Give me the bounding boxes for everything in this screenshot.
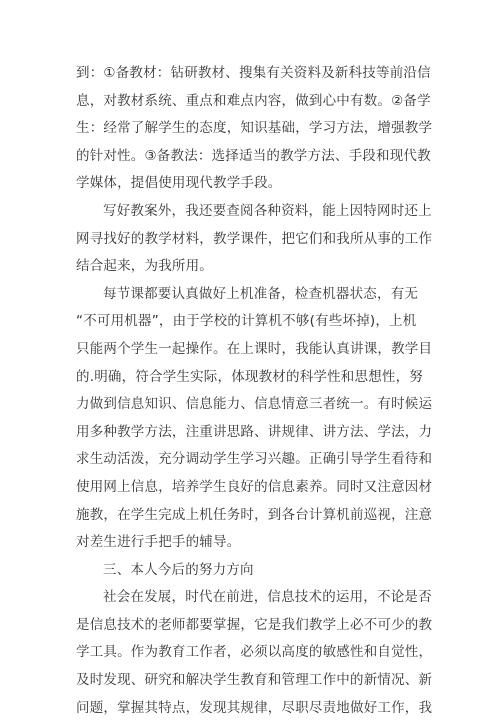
document-body xyxy=(76,60,433,722)
paragraph-future-direction xyxy=(76,584,433,722)
text-line: 学工具。作为教育工作者，必须以高度的敏感性和自觉性， xyxy=(76,644,433,661)
text-line: 的针对性。③备教法：选择适当的教学方法、手段和现代教 xyxy=(76,147,431,164)
text-line: 使用网上信息，培养学生良好的信息素养。同时又注意因材 xyxy=(76,478,433,495)
text-line: 生：经常了解学生的态度，知识基础，学习方法，增强教学 xyxy=(76,120,433,137)
text-line: 结合起来，为我所用。 xyxy=(76,258,213,275)
paragraph-prep-items xyxy=(76,60,433,198)
text-line: 息，对教材系统、重点和难点内容，做到心中有数。②备学 xyxy=(76,92,431,109)
text-line: 只能两个学生一起操作。在上课时，我能认真讲课，教学目 xyxy=(76,340,433,357)
text-line: 网寻找好的教学材料，教学课件，把它们和我所从事的工作 xyxy=(76,230,433,247)
text-line: 到：①备教材：钻研教材、搜集有关资料及新科技等前沿信 xyxy=(76,65,431,81)
text-line: 学媒体，提倡使用现代教学手段。 xyxy=(76,175,282,192)
text-line: 的.明确，符合学生实际，体现教材的科学性和思想性，努 xyxy=(76,368,423,385)
text-line: 每节课都要认真做好上机准备，检查机器状态，有无 xyxy=(103,285,419,302)
text-line: 问题，掌握其特点，发现其规律，尽职尽责地做好工作，我 xyxy=(76,699,433,716)
text-line: 及时发现、研究和解决学生教育和管理工作中的新情况、新 xyxy=(76,672,433,689)
text-line: 用多种教学方法，注重讲思路、讲规律、讲方法、学法，力 xyxy=(76,423,433,440)
text-line: 社会在发展，时代在前进，信息技术的运用，不论是否 xyxy=(103,589,432,606)
text-line: 是信息技术的老师都要掌握，它是我们教学上必不可少的教 xyxy=(76,616,433,633)
text-line: 施教，在学生完成上机任务时，到各台计算机前巡视，注意 xyxy=(76,506,433,523)
text-line: 对差生进行手把手的辅导。 xyxy=(76,534,241,551)
text-line: 求生动活泼，充分调动学生学习兴趣。正确引导学生看待和 xyxy=(76,451,433,468)
section-heading-text: 三、本人今后的努力方向 xyxy=(103,561,254,578)
text-line: 写好教案外，我还要查阅各种资料，能上因特网时还上 xyxy=(103,202,432,219)
paragraph-class-preparation xyxy=(76,281,433,557)
paragraph-lesson-plans xyxy=(76,198,433,281)
section-heading xyxy=(76,557,426,585)
text-line: “不可用机器”，由于学校的计算机不够(有些坏掉)，上机 xyxy=(76,313,417,330)
text-line: 力做到信息知识、信息能力、信息情意三者统一。有时候运 xyxy=(76,396,433,413)
